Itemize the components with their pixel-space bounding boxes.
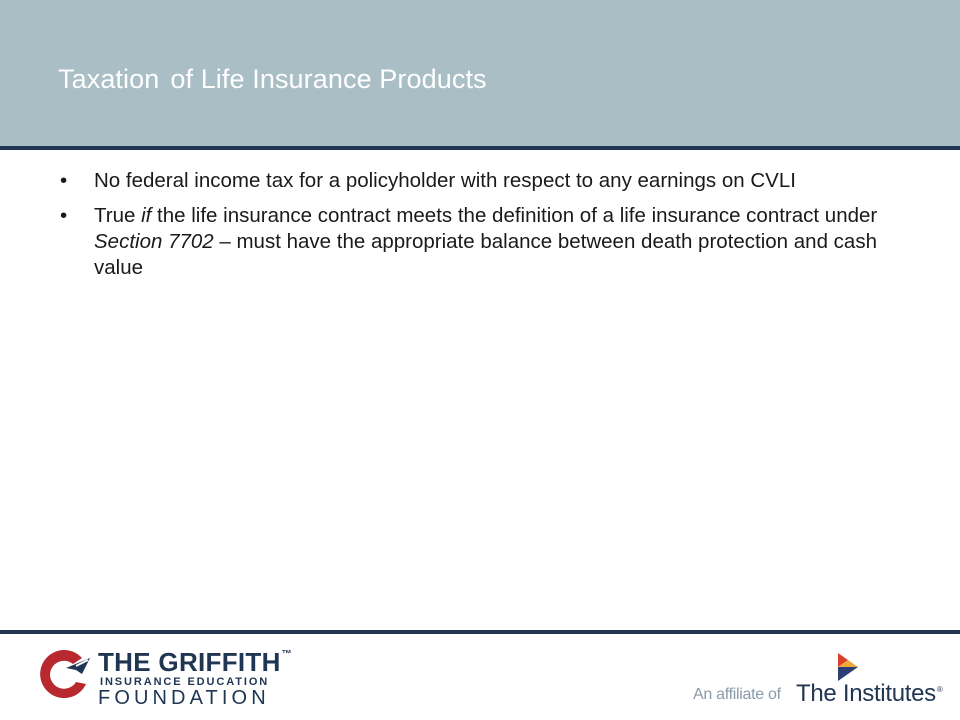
institutes-flag-icon bbox=[834, 651, 862, 683]
logo-title bbox=[98, 647, 292, 678]
logo-title-text: THE GRIFFITH bbox=[98, 647, 281, 677]
registered-mark: ® bbox=[936, 685, 943, 694]
institutes-name: The Institutes bbox=[796, 680, 936, 707]
bullet-text-part: – must have the appropriate balance between death protection and cash value bbox=[94, 230, 877, 279]
institutes-logo-text bbox=[796, 680, 942, 708]
slide-body bbox=[58, 168, 918, 290]
griffith-swoosh-icon bbox=[32, 648, 94, 706]
logo-foundation: FOUNDATION bbox=[98, 687, 270, 709]
griffith-logo bbox=[32, 646, 292, 708]
affiliate-text: An affiliate of bbox=[693, 686, 781, 703]
slide-header bbox=[0, 0, 960, 146]
bullet-emphasis-if: if bbox=[141, 204, 152, 227]
header-divider bbox=[0, 146, 960, 150]
footer-divider bbox=[0, 630, 960, 634]
bullet-marker: • bbox=[60, 169, 68, 192]
bullet-item bbox=[58, 168, 918, 194]
bullet-emphasis-section: Section 7702 bbox=[94, 230, 214, 253]
logo-subtitle: INSURANCE EDUCATION bbox=[100, 676, 270, 688]
bullet-item bbox=[58, 203, 918, 281]
bullet-text bbox=[94, 204, 877, 279]
trademark-mark: ™ bbox=[281, 649, 293, 660]
bullet-marker: • bbox=[60, 204, 68, 227]
slide-title bbox=[58, 64, 487, 95]
title-word: Taxation bbox=[58, 64, 160, 94]
bullet-text-part: the life insurance contract meets the definition of a life insurance contract under bbox=[151, 204, 878, 227]
bullet-text-part: True bbox=[94, 204, 142, 227]
title-rest: of Life Insurance Products bbox=[170, 64, 487, 94]
bullet-text: No federal income tax for a policyholder with respect to any earnings on CVLI bbox=[94, 169, 796, 192]
